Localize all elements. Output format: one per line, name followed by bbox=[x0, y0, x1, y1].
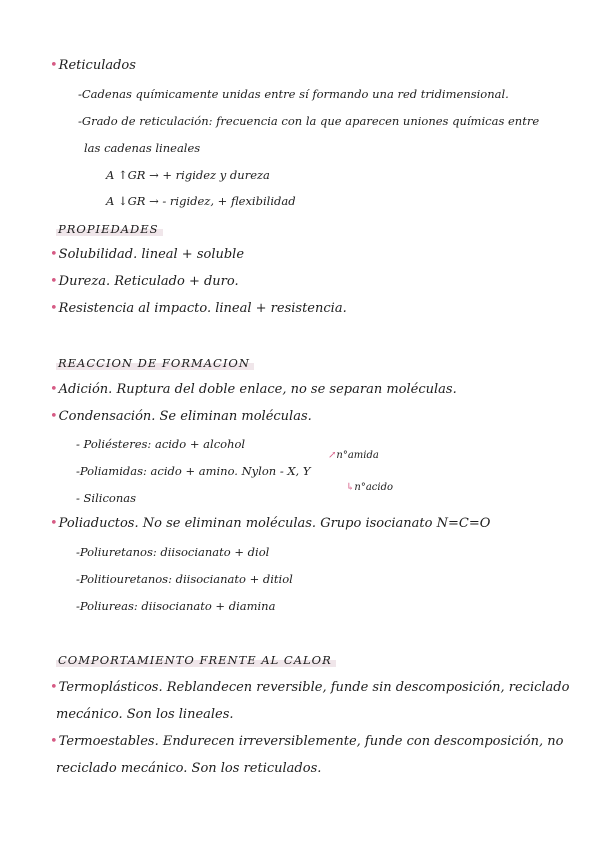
reticulados-line-4: A ↑GR → + rigidez y dureza bbox=[106, 168, 270, 182]
termoestables-line-2: reciclado mecánico. Son los reticulados. bbox=[56, 761, 322, 776]
poliureas-line: -Poliureas: diisocianato + diamina bbox=[76, 599, 276, 613]
reticulados-line-1: -Cadenas químicamente unidas entre sí formando una red tridimensional. bbox=[78, 87, 509, 101]
bullet: • bbox=[50, 274, 58, 289]
propiedades-item: •Solubilidad. lineal + soluble bbox=[50, 247, 245, 262]
poliuretanos-line: -Poliuretanos: diisocianato + diol bbox=[76, 545, 270, 559]
bullet: • bbox=[50, 734, 58, 749]
bullet: • bbox=[50, 680, 58, 695]
termoplasticos-line-1: •Termoplásticos. Reblandecen reversible, funde sin descomposición, reciclado bbox=[50, 680, 570, 695]
termoplasticos-line-2: mecánico. Son los lineales. bbox=[56, 707, 234, 722]
politiouretanos-line: -Politiouretanos: diisocianato + ditiol bbox=[76, 572, 293, 586]
reticulados-line-2: -Grado de reticulación: frecuencia con la que aparecen uniones químicas entre bbox=[78, 114, 540, 128]
siliconas-line: - Siliconas bbox=[76, 491, 136, 505]
arrow-icon: ↗ bbox=[328, 450, 337, 461]
note-acido: ↳n°acido bbox=[346, 482, 394, 493]
bullet: • bbox=[50, 301, 58, 316]
arrow-icon: ↳ bbox=[346, 482, 355, 493]
calor-heading: COMPORTAMIENTO FRENTE AL CALOR bbox=[56, 653, 336, 667]
bullet: • bbox=[50, 247, 58, 262]
reticulados-title: •Reticulados bbox=[50, 58, 136, 73]
adicion-line: •Adición. Ruptura del doble enlace, no se separan moléculas. bbox=[50, 382, 457, 397]
poliesteres-line: - Poliésteres: acido + alcohol bbox=[76, 437, 246, 451]
poliaductos-line: •Poliaductos. No se eliminan moléculas. Grupo isocianato N=C=O bbox=[50, 516, 491, 531]
propiedades-item: •Resistencia al impacto. lineal + resistencia. bbox=[50, 301, 347, 316]
termoestables-line-1: •Termoestables. Endurecen irreversiblemente, funde con descomposición, no bbox=[50, 734, 564, 749]
propiedades-item: •Dureza. Reticulado + duro. bbox=[50, 274, 239, 289]
bullet: • bbox=[50, 58, 58, 73]
bullet: • bbox=[50, 409, 58, 424]
poliamidas-line: -Poliamidas: acido + amino. Nylon - X, Y bbox=[76, 464, 311, 478]
bullet: • bbox=[50, 516, 58, 531]
bullet: • bbox=[50, 382, 58, 397]
reticulados-line-3: las cadenas lineales bbox=[84, 141, 201, 155]
note-amida: ↗n°amida bbox=[328, 450, 379, 461]
propiedades-heading: PROPIEDADES bbox=[56, 222, 163, 236]
reticulados-line-5: A ↓GR → - rigidez, + flexibilidad bbox=[106, 194, 296, 208]
condensacion-line: •Condensación. Se eliminan moléculas. bbox=[50, 409, 312, 424]
reaccion-heading: REACCION DE FORMACION bbox=[56, 356, 254, 370]
